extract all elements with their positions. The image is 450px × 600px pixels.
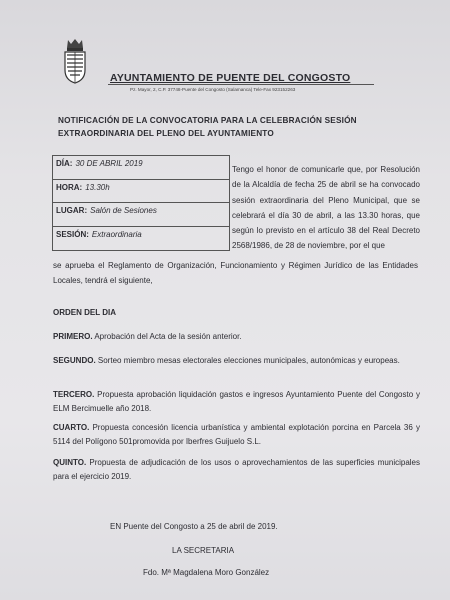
- coat-of-arms-icon: [62, 38, 88, 84]
- info-value: Extraordinaria: [91, 229, 142, 239]
- header-address: Pz. Mayor, 2, C.P. 37748-Puente del Congosto (Salamanca) Tele-Fax 923152263: [130, 87, 296, 92]
- info-value: 13.30h: [85, 182, 110, 192]
- agenda-item-text: Propuesta concesión licencia urbanística y ambiental explotación porcina en Parcela 36 y 5114 del Polígono 501promovida por Iberfres Guijuelo S.L.: [53, 423, 420, 446]
- agenda-item: [53, 354, 420, 368]
- agenda-item: [53, 421, 420, 448]
- info-row-time: [53, 180, 229, 204]
- agenda-item: [53, 456, 420, 483]
- agenda-item-label: SEGUNDO.: [53, 356, 96, 365]
- agenda-title: ORDEN DEL DIA: [53, 308, 116, 317]
- notice-title: NOTIFICACIÓN DE LA CONVOCATORIA PARA LA CELEBRACIÓN SESIÓN EXTRAORDINARIA DEL PLENO DEL AYUNTAMIENTO: [58, 116, 357, 138]
- agenda-item-label: TERCERO.: [53, 390, 95, 399]
- info-label: LUGAR:: [56, 206, 88, 215]
- info-label: SESIÓN:: [56, 229, 89, 239]
- info-label: DÍA:: [56, 159, 73, 168]
- session-info-box: [52, 155, 230, 251]
- info-row-place: [53, 203, 229, 227]
- agenda-item-text: Propuesta aprobación liquidación gastos e ingresos Ayuntamiento Puente del Congosto y ELM Bercimuelle año 2018.: [53, 390, 420, 413]
- info-row-day: [53, 156, 229, 180]
- intro-paragraph-continued: se aprueba el Reglamento de Organización, Funcionamiento y Régimen Jurídico de las Entidades Locales, tendrá el siguiente,: [53, 261, 418, 286]
- intro-paragraph: Tengo el honor de comunicarle que, por Resolución de la Alcaldía de fecha 25 de abril se ha convocado sesión extraordinaria del Pleno Municipal, que se celebrará el día 30 de abril, a las 13.30 horas, que según lo previsto en el artículo 38 del Real Decreto 2568/1986, de 28 de noviembre, por el que: [232, 165, 420, 251]
- agenda-item: [53, 330, 420, 344]
- header-title: AYUNTAMIENTO DE PUENTE DEL CONGOSTO: [110, 72, 351, 84]
- info-value: Salón de Sesiones: [90, 206, 157, 215]
- info-label: HORA:: [56, 182, 83, 192]
- agenda-item-label: PRIMERO.: [53, 332, 93, 341]
- agenda-item-label: CUARTO.: [53, 423, 90, 432]
- closing-place-date: EN Puente del Congosto a 25 de abril de 2019.: [110, 522, 278, 531]
- agenda-item-label: QUINTO.: [53, 458, 87, 467]
- agenda-item: [53, 388, 420, 415]
- info-value: 30 DE ABRIL 2019: [75, 159, 143, 168]
- agenda-item-text: Propuesta de adjudicación de los usos o aprovechamientos de las superficies municipales para el ejercicio 2019.: [53, 458, 420, 481]
- agenda-item-text: Aprobación del Acta de la sesión anterior.: [92, 332, 242, 341]
- header-divider: [108, 84, 374, 85]
- closing-signer: Fdo. Mª Magdalena Moro González: [143, 568, 270, 577]
- info-row-session: [53, 227, 229, 251]
- closing-role: LA SECRETARIA: [172, 546, 235, 555]
- agenda-item-text: Sorteo miembro mesas electorales elecciones municipales, autonómicas y europeas.: [95, 356, 400, 365]
